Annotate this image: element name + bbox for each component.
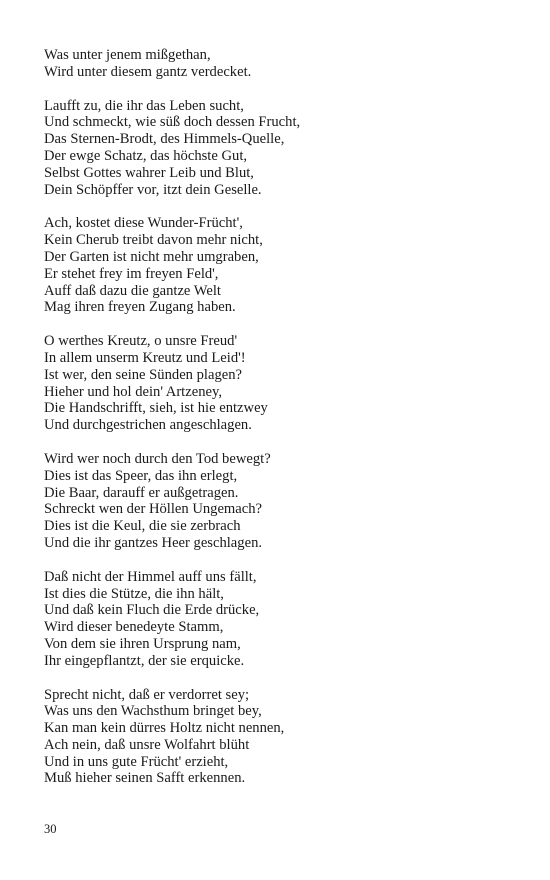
stanza-4 — [44, 333, 514, 434]
poem-line: Die Handschrifft, sieh, ist hie entzwey — [44, 400, 268, 417]
poem-line: In allem unserm Kreutz und Leid'! — [44, 349, 246, 366]
poem-line: Der ewge Schatz, das höchste Gut, — [44, 147, 248, 164]
poem-line: Die Baar, darauff er außgetragen. — [44, 484, 239, 501]
poem-line: Auff daß dazu die gantze Welt — [44, 282, 221, 299]
poem-line: Ihr eingepflantzt, der sie erquicke. — [44, 652, 245, 669]
poem-line: Und die ihr gantzes Heer geschlagen. — [44, 534, 263, 551]
poem-line: Er stehet frey im freyen Feld', — [44, 265, 219, 282]
poem-line: Muß hieher seinen Safft erkennen. — [44, 770, 246, 787]
page-number: 30 — [44, 822, 57, 836]
poem-line: Wird dieser benedeyte Stamm, — [44, 619, 224, 636]
poem-line: Kan man kein dürres Holtz nicht nennen, — [44, 720, 285, 737]
poem-line: Ist dies die Stütze, die ihn hält, — [44, 585, 224, 602]
poem-line: Wird unter diesem gantz verdecket. — [44, 63, 252, 80]
poem-line: Und in uns gute Frücht' erzieht, — [44, 753, 229, 770]
poem-line: Was uns den Wachsthum bringet bey, — [44, 703, 262, 720]
poem-line: Ach, kostet diese Wunder-Frücht', — [44, 215, 243, 232]
poem-line: Sprecht nicht, daß er verdorret sey; — [44, 686, 250, 703]
poem-line: Und schmeckt, wie süß doch dessen Frucht, — [44, 114, 301, 131]
poem-line: Laufft zu, die ihr das Leben sucht, — [44, 97, 244, 114]
stanza-6 — [44, 569, 514, 670]
poem-line: Das Sternen-Brodt, des Himmels-Quelle, — [44, 131, 285, 148]
poem-line: Und durchgestrichen angeschlagen. — [44, 417, 252, 434]
poem-line: O werthes Kreutz, o unsre Freud' — [44, 333, 238, 350]
stanza-2 — [44, 98, 514, 199]
poem-line: Selbst Gottes wahrer Leib und Blut, — [44, 164, 254, 181]
poem-line: Dies ist das Speer, das ihn erlegt, — [44, 467, 238, 484]
poem-text — [44, 47, 514, 804]
poem-line: Wird wer noch durch den Tod bewegt? — [44, 450, 271, 467]
stanza-5 — [44, 451, 514, 552]
poem-line: Dies ist die Keul, die sie zerbrach — [44, 518, 241, 535]
poem-line: Daß nicht der Himmel auff uns fällt, — [44, 568, 257, 585]
poem-line: Mag ihren freyen Zugang haben. — [44, 299, 236, 316]
poem-line: Ach nein, daß unsre Wolfahrt blüht — [44, 736, 250, 753]
stanza-3 — [44, 215, 514, 316]
stanza-1 — [44, 47, 514, 81]
poem-line: Was unter jenem mißgethan, — [44, 47, 211, 63]
poem-line: Der Garten ist nicht mehr umgraben, — [44, 248, 259, 265]
poem-line: Hieher und hol dein' Artzeney, — [44, 383, 222, 400]
poem-line: Kein Cherub treibt davon mehr nicht, — [44, 232, 263, 249]
poem-line: Schreckt wen der Höllen Ungemach? — [44, 501, 263, 518]
stanza-7 — [44, 687, 514, 788]
poem-line: Von dem sie ihren Ursprung nam, — [44, 635, 241, 652]
poem-line: Dein Schöpffer vor, itzt dein Geselle. — [44, 181, 262, 198]
poem-line: Ist wer, den seine Sünden plagen? — [44, 366, 242, 383]
poem-line: Und daß kein Fluch die Erde drücke, — [44, 602, 260, 619]
